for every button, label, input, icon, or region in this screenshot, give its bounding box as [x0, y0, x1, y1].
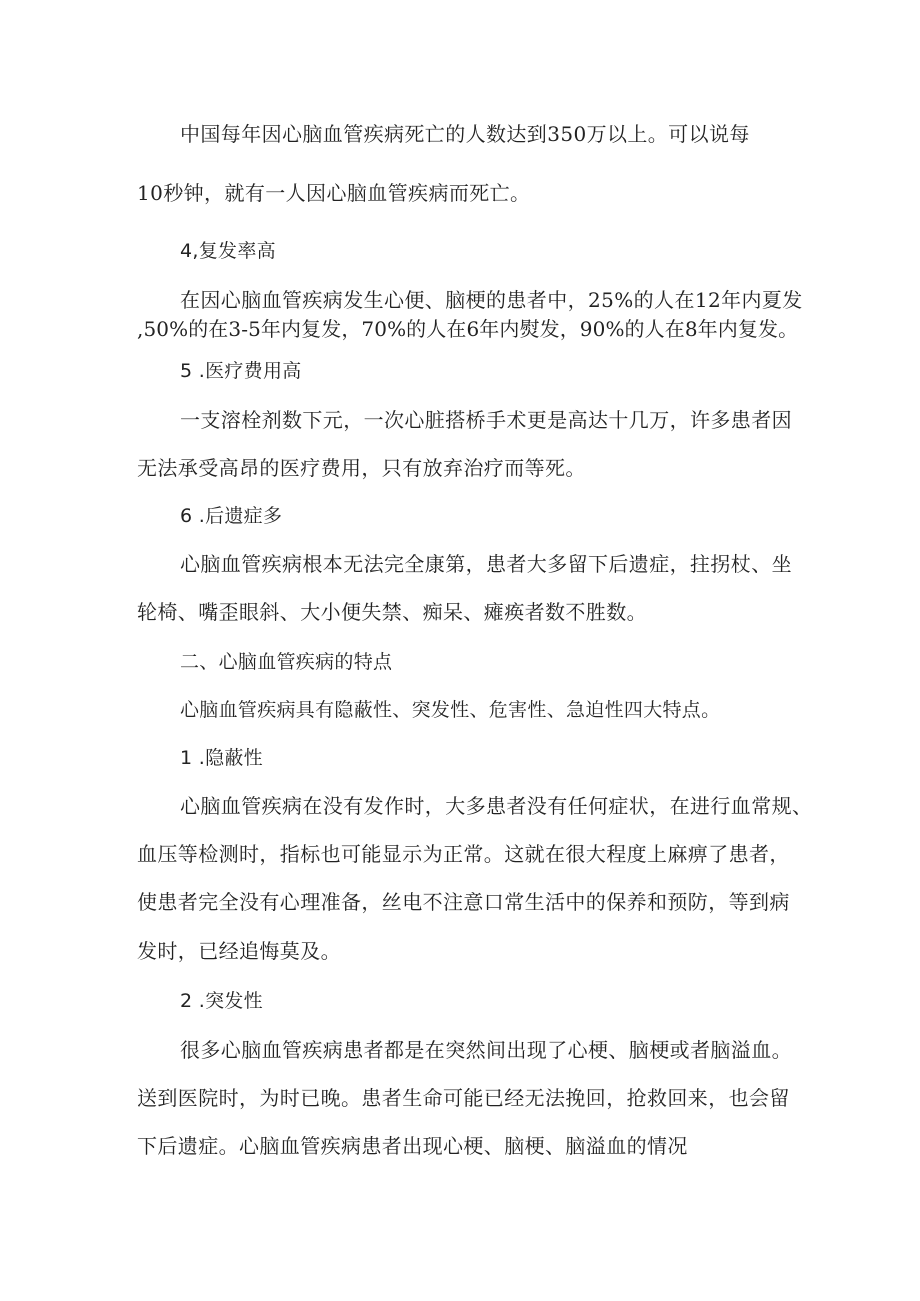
section-heading: 二、心脑血管疾病的特点: [180, 651, 393, 673]
section-heading: 1 .隐蔽性: [180, 747, 263, 769]
body-text-line: 一支溶栓剂数下元，一次心脏搭桥手术更是高达十几万，许多患者因: [180, 408, 792, 432]
body-text-line: 使患者完全没有心理准备，丝电不注意口常生活中的保养和预防，等到病: [137, 890, 790, 914]
body-text-line: ,50%的在3-5年内复发，70%的人在6年内熨发，90%的人在8年内复发。: [137, 317, 799, 341]
body-text-line: 血压等检测时，指标也可能显示为正常。这就在很大程度上麻痹了患者，: [137, 842, 790, 866]
body-text-line: 心脑血管疾病在没有发作时，大多患者没有任何症状，在进行血常规、: [180, 794, 813, 818]
body-text-line: 中国每年因心脑血管疾病死亡的人数达到350万以上。可以说每: [180, 122, 750, 146]
body-text-line: 发时，已经追悔莫及。: [137, 939, 341, 963]
body-text-line: 无法承受高昂的医疗费用，只有放弃治疗而等死。: [137, 456, 586, 480]
body-text-line: 轮椅、嘴歪眼斜、大小便失禁、痴呆、瘫痪者数不胜数。: [137, 600, 647, 624]
section-heading: 6 .后遗症多: [180, 505, 283, 527]
body-text-line: 送到医院时，为时已晚。患者生命可能已经无法挽回，抢救回来，也会留: [137, 1086, 790, 1110]
section-heading: 5 .医疗费用高: [180, 360, 302, 382]
body-text-line: 心脑血管疾病根本无法完全康第，患者大多留下后遗症，拄拐杖、坐: [180, 552, 792, 576]
section-summary: 心脑血管疾病具有隐蔽性、突发性、危害性、急迫性四大特点。: [180, 699, 721, 721]
body-text-line: 在因心脑血管疾病发生心便、脑梗的患者中，25%的人在12年内夏发: [180, 288, 803, 312]
body-text-line: 下后遗症。心脑血管疾病患者出现心梗、脑梗、脑溢血的情况: [137, 1134, 688, 1158]
section-heading: 2 .突发性: [180, 990, 263, 1012]
body-text-line: 很多心脑血管疾病患者都是在突然间出现了心梗、脑梗或者脑溢血。: [180, 1038, 792, 1062]
body-text-line: 10秒钟，就有一人因心脑血管疾病而死亡。: [137, 181, 531, 205]
section-heading: 4,复发率高: [180, 240, 276, 262]
